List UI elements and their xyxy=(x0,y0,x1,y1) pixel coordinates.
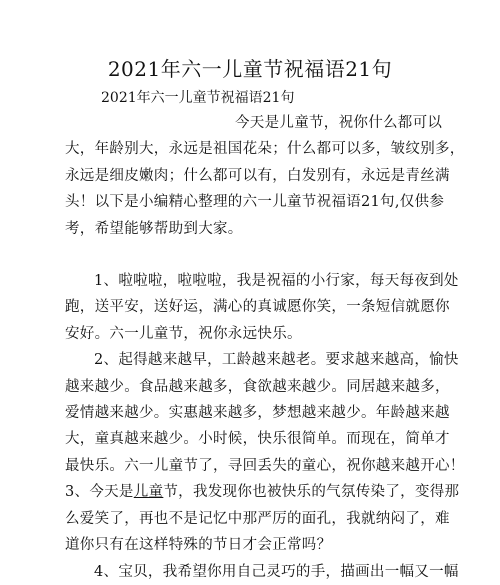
item-3-underlined-word: 儿童 xyxy=(133,484,164,501)
paragraph-gap xyxy=(65,242,445,268)
page-title: 2021年六一儿童节祝福语21句 xyxy=(107,57,393,81)
item-2-line: 爱情越来越少。实惠越来越多，梦想越来越少。年龄越来越 xyxy=(65,405,450,422)
article-body xyxy=(65,110,465,585)
intro-line: 大，年龄别大，永远是祖国花朵；什么都可以多，皱纹别多， xyxy=(65,141,465,158)
item-1-line: 跑，送平安，送好运，满心的真诚愿你笑，一条短信就愿你 xyxy=(65,299,450,316)
item-3-prefix: 3、今天是 xyxy=(65,484,134,501)
item-3-line xyxy=(65,479,460,505)
intro-line: 永远是细皮嫩肉；什么都可以有，白发别有，永远是青丝满 xyxy=(65,167,450,184)
intro-line: 头！以下是小编精心整理的六一儿童节祝福语21句,仅供参 xyxy=(65,194,445,211)
item-1-line: 安好。六一儿童节，祝你永远快乐。 xyxy=(65,325,302,342)
item-2-line: 最快乐。六一儿童节了，寻回丢失的童心，祝你越来越开心！ xyxy=(65,457,465,474)
item-1-line: 1、啦啦啦，啦啦啦，我是祝福的小行家，每天每夜到处 xyxy=(94,273,459,290)
item-3-line: 么爱笑了，再也不是记忆中那严厉的面孔，我就纳闷了，难 xyxy=(65,510,450,527)
item-3-suffix: 节，我发现你也被快乐的气氛传染了，变得那 xyxy=(163,484,460,501)
item-2-line: 2、起得越来越早，工龄越来越老。要求越来越高，愉快 xyxy=(94,352,459,369)
item-2-line: 越来越少。食品越来越多，食欲越来越少。同居越来越多， xyxy=(65,378,450,395)
page-subtitle: 2021年六一儿童节祝福语21句 xyxy=(101,90,295,106)
item-3-line: 道你只有在这样特殊的节日才会正常吗？ xyxy=(65,537,332,554)
intro-line: 今天是儿童节，祝你什么都可以 xyxy=(235,115,443,131)
intro-line: 考，希望能够帮助到大家。 xyxy=(65,220,243,237)
item-2-line: 大，童真越来越少。小时候，快乐很简单。而现在，简单才 xyxy=(65,431,450,448)
item-4-line: 4、宝贝，我希望你用自己灵巧的手，描画出一幅又一幅 xyxy=(94,563,459,580)
